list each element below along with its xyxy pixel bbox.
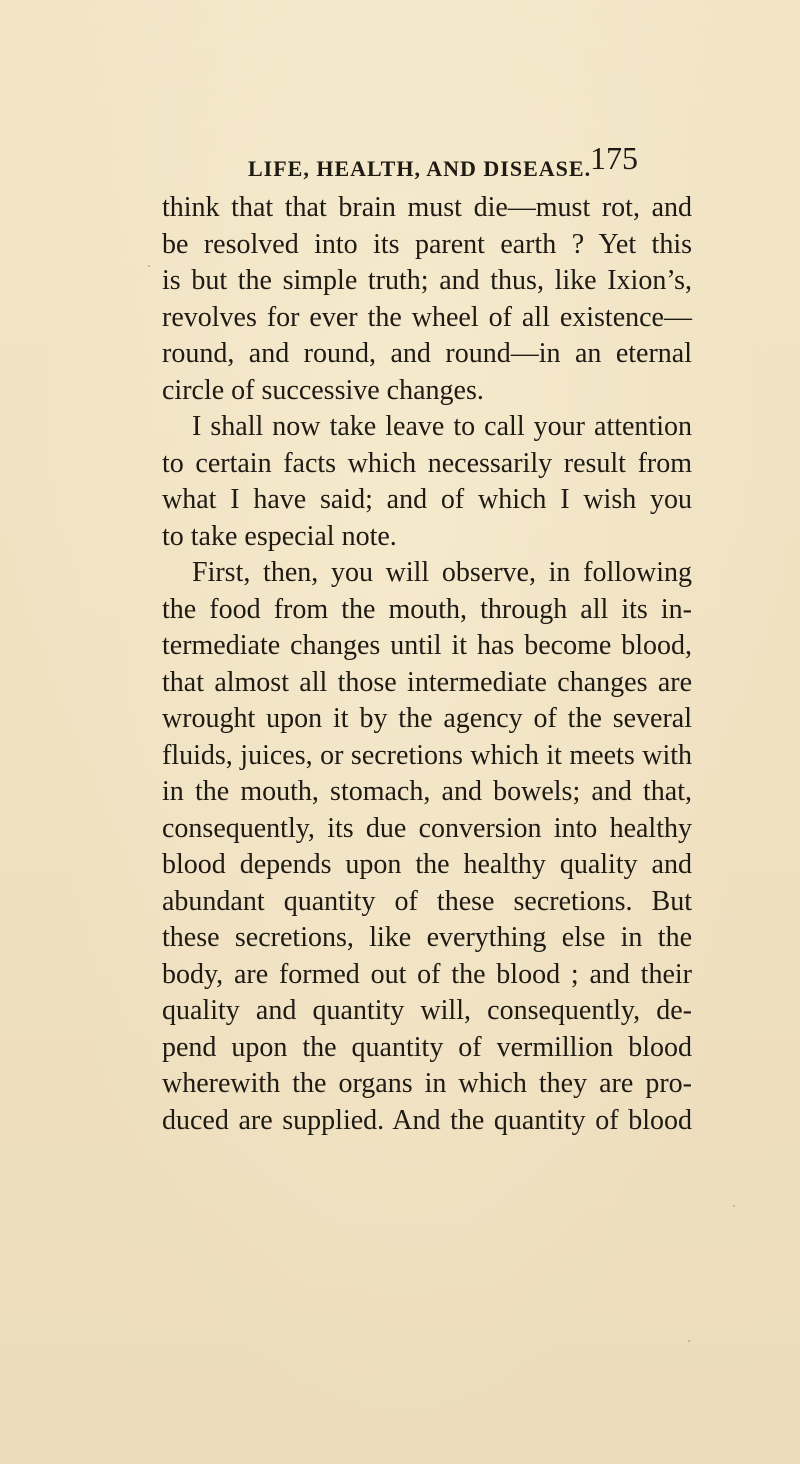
paper-speck <box>733 1205 735 1207</box>
text-line: duced are supplied. And the quantity of blood <box>162 1104 692 1136</box>
text-line: abundant quantity of these secretions. But <box>162 885 692 917</box>
text-line: that almost all those intermediate changes are <box>162 666 692 698</box>
text-line: think that that brain must die—must rot, and <box>162 192 692 223</box>
text-line: circle of successive changes. <box>162 374 484 406</box>
text-line: consequently, its due conversion into healthy <box>162 812 692 844</box>
text-line: these secretions, like everything else in the <box>162 922 692 953</box>
paper-speck <box>688 1340 690 1342</box>
page-number: 175 <box>590 140 638 176</box>
text-line: wherewith the organs in which they are pro- <box>162 1068 692 1099</box>
text-line: round, and round, and round—in an eternal <box>162 338 692 369</box>
running-head: LIFE, HEALTH, AND DISEASE. <box>248 156 592 181</box>
text-line: the food from the mouth, through all its in- <box>162 593 692 625</box>
paper-speck <box>148 265 150 267</box>
text-line: is but the simple truth; and thus, like Ixion’s, <box>162 265 692 296</box>
text-line: be resolved into its parent earth ? Yet this <box>162 228 692 260</box>
text-line: fluids, juices, or secretions which it meets with <box>162 739 692 771</box>
text-line: to take especial note. <box>162 520 397 552</box>
text-line: First, then, you will observe, in following <box>192 557 692 588</box>
text-line: wrought upon it by the agency of the several <box>162 703 692 734</box>
text-line: to certain facts which necessarily result from <box>162 447 692 479</box>
text-line: blood depends upon the healthy quality and <box>162 849 692 880</box>
text-line: body, are formed out of the blood ; and their <box>162 958 692 990</box>
text-line: what I have said; and of which I wish you <box>162 484 692 515</box>
text-line: termediate changes until it has become blood, <box>162 630 692 661</box>
page-header <box>248 138 668 182</box>
body-text <box>162 190 692 1139</box>
text-line: pend upon the quantity of vermillion blood <box>162 1031 692 1063</box>
text-line: revolves for ever the wheel of all existence— <box>162 301 692 333</box>
text-line: quality and quantity will, consequently, de- <box>162 995 692 1026</box>
text-line: in the mouth, stomach, and bowels; and that, <box>162 776 692 807</box>
text-line: I shall now take leave to call your attention <box>192 411 692 442</box>
